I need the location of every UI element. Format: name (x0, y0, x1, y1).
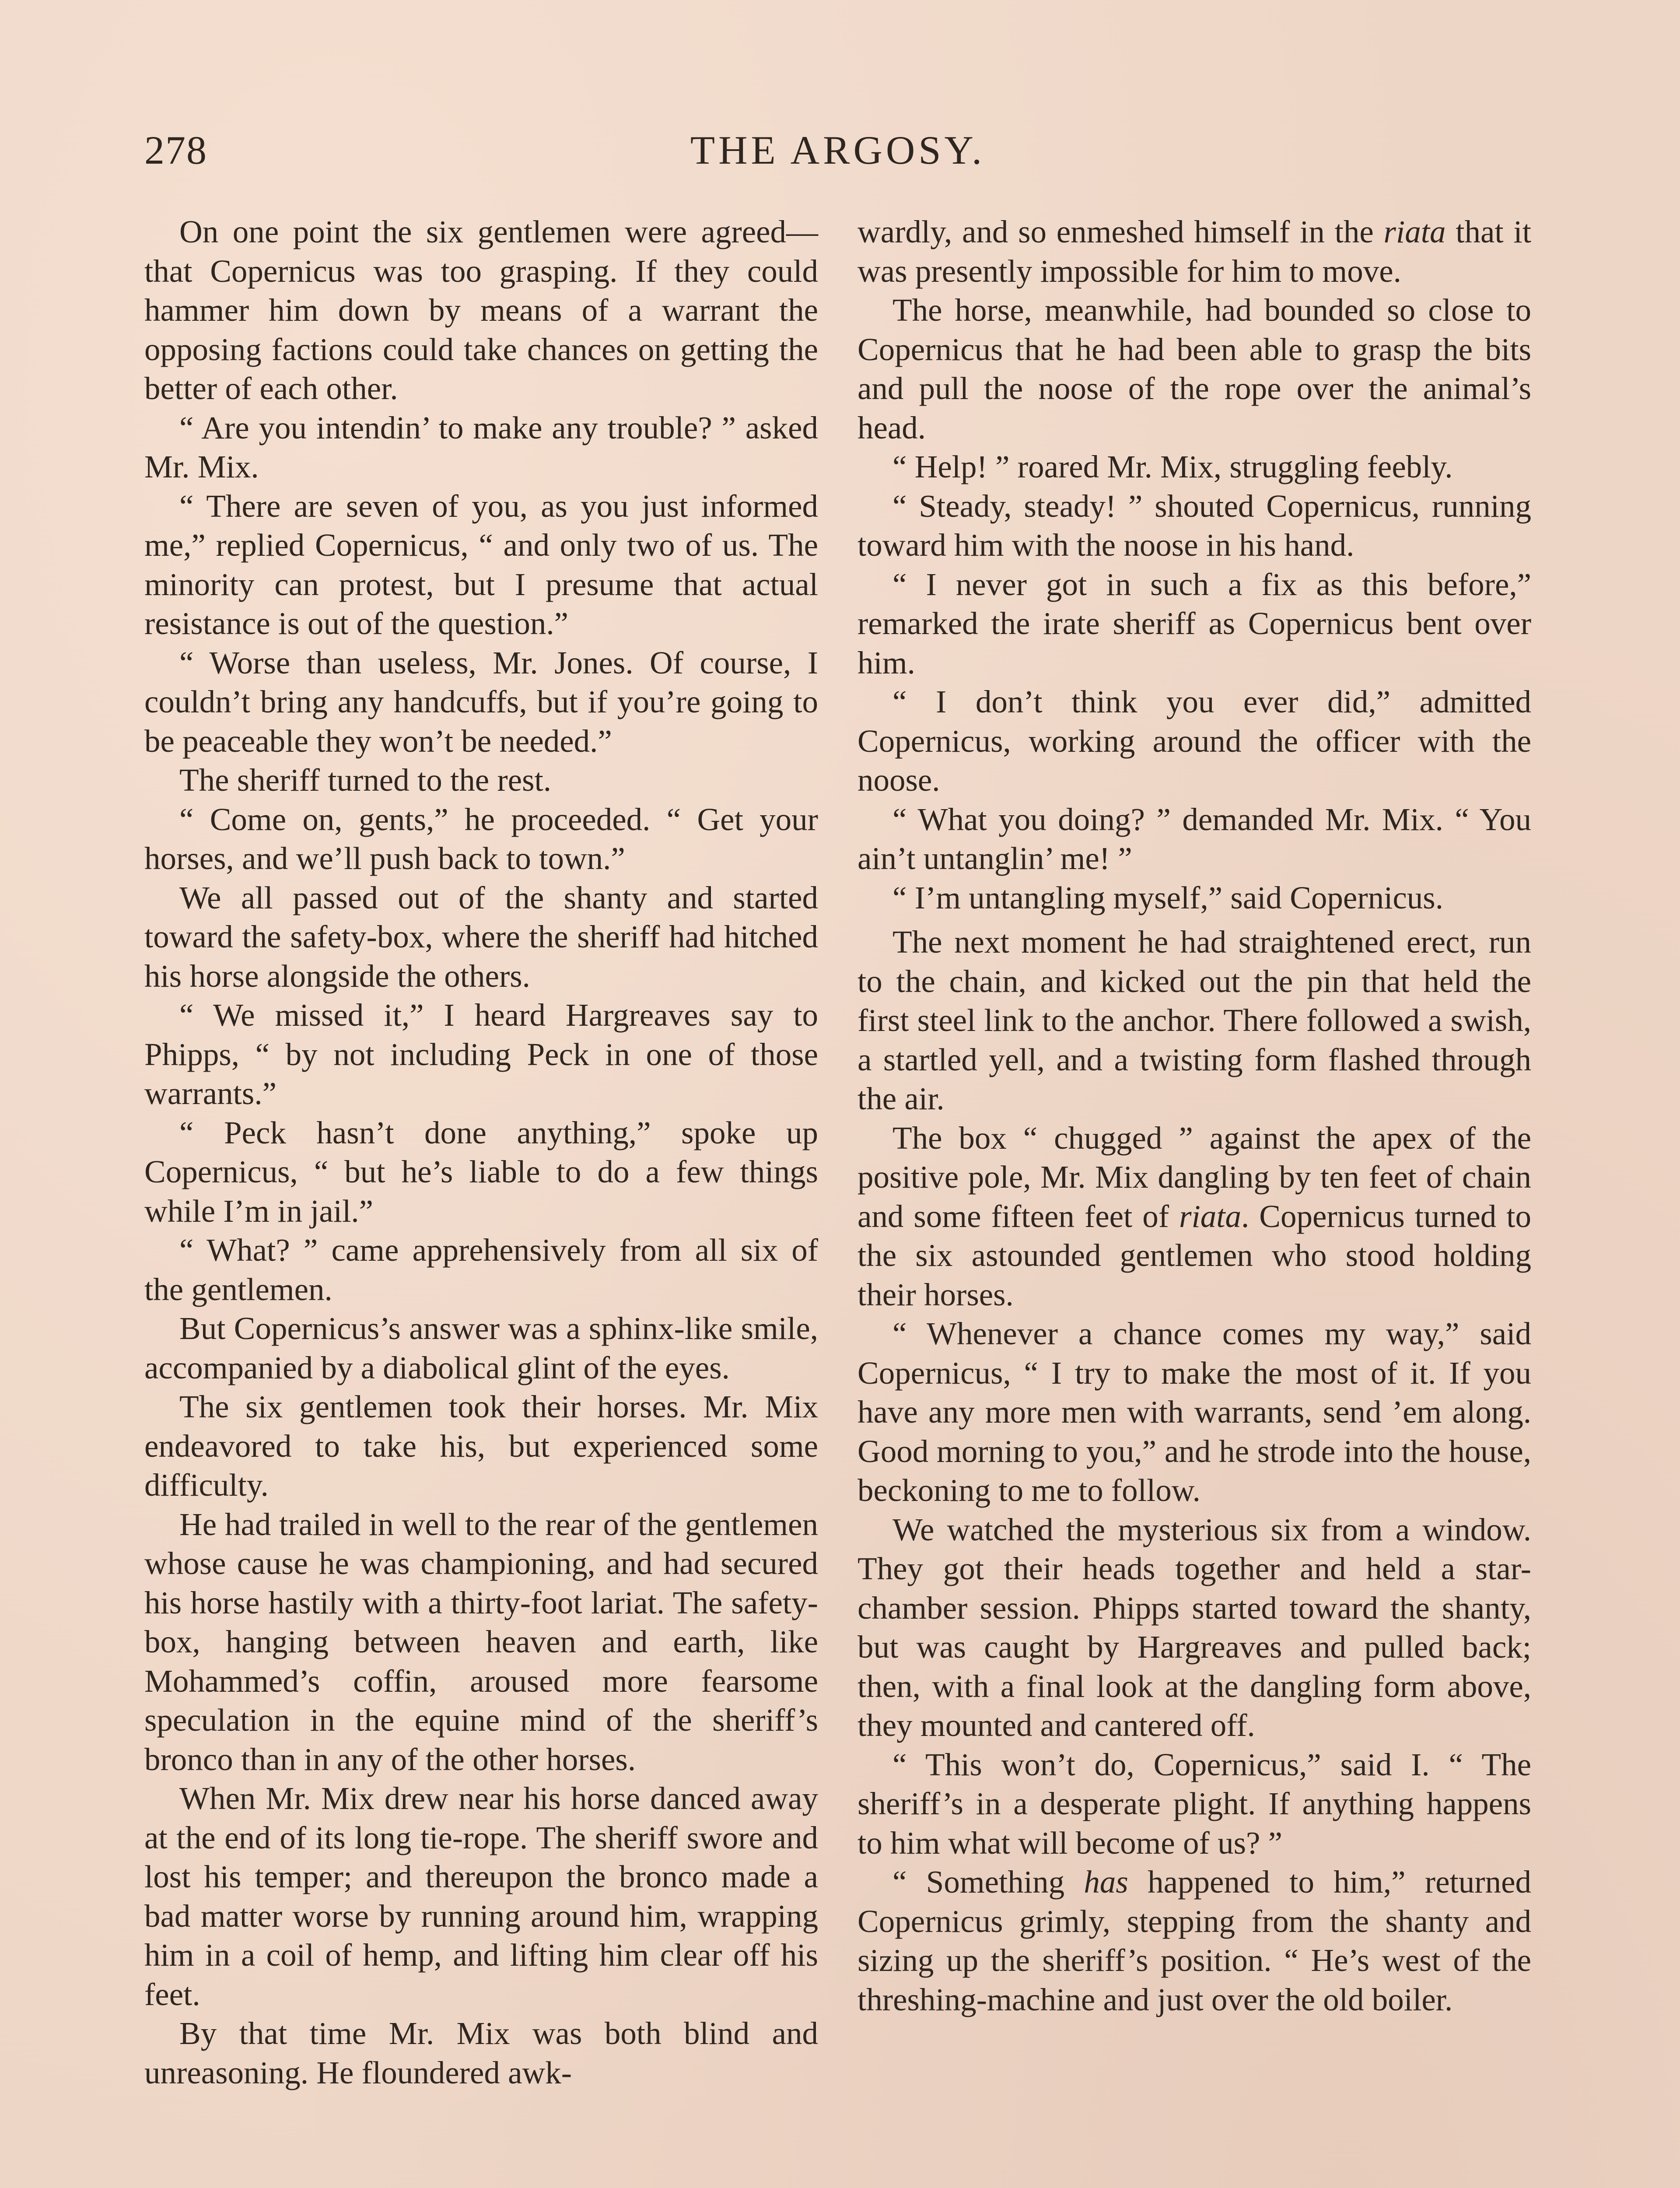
paragraph: But Copernicus’s answer was a sphinx-like smile, accompanied by a diabolical glint of the eyes. (144, 1311, 818, 1385)
paragraph: “ I’m untangling myself,” said Copernicus. (892, 880, 1443, 915)
paragraph: “ Help! ” roared Mr. Mix, struggling feebly. (892, 449, 1453, 484)
left-column (144, 212, 818, 2092)
paragraph: “ What? ” came apprehensively from all six of the gentlemen. (144, 1232, 818, 1307)
paragraph: By that time Mr. Mix was both blind and unreasoning. He floundered awk- (144, 2016, 818, 2090)
paragraph: “ Peck hasn’t done anything,” spoke up Copernicus, “ but he’s liable to do a few things while I’m in jail.” (144, 1115, 818, 1229)
running-head: THE ARGOSY. (690, 128, 986, 172)
paragraph (858, 1862, 1531, 2019)
paragraph: The horse, meanwhile, had bounded so close to Copernicus that he had been able to grasp the bits and pull the noose of the rope over the animal’s head. (858, 292, 1531, 445)
paragraph: On one point the six gentlemen were agreed—that Copernicus was too grasping. If they could hammer him down by means of a warrant the opposing factions could take chances on getting the better of each other. (144, 214, 818, 406)
paragraph: “ I never got in such a fix as this before,” remarked the irate sheriff as Copernicus bent over him. (858, 566, 1531, 680)
text-span: that it was presently impossible for him to move. (858, 214, 1532, 289)
paragraph: “ Are you intendin’ to make any trouble? ” asked Mr. Mix. (144, 410, 818, 484)
paragraph: “ Whenever a chance comes my way,” said Copernicus, “ I try to make the most of it. If you have any more men with warrants, send ’em along. Good morning to you,” and he strode into the house, beckoning to me to follow. (858, 1316, 1531, 1508)
paragraph: “ We missed it,” I heard Hargreaves say to Phipps, “ by not including Peck in one of those warrants.” (144, 997, 818, 1111)
italic-term: riata (1383, 214, 1446, 249)
italic-term: riata (1179, 1198, 1242, 1234)
paragraph: “ Steady, steady! ” shouted Copernicus, running toward him with the noose in his hand. (858, 488, 1531, 563)
page-header (144, 127, 1531, 175)
paragraph: We all passed out of the shanty and started toward the safety-box, where the sheriff had hitched his horse alongside the others. (144, 880, 818, 994)
continued-paragraph (858, 212, 1531, 291)
paragraph: “ This won’t do, Copernicus,” said I. “ The sheriff’s in a desperate plight. If anything happens to him what will become of us? ” (858, 1746, 1531, 1861)
italic-term: has (1084, 1864, 1128, 1900)
text-span: . Copernicus turned to the six astounded gentlemen who stood holding their horses. (858, 1198, 1531, 1312)
paragraph (858, 1119, 1531, 1315)
paragraph: “ I don’t think you ever did,” admitted Copernicus, working around the officer with the noose. (858, 684, 1531, 798)
paragraph: The sheriff turned to the rest. (179, 762, 552, 798)
text-span: The box “ chugged ” against the apex of the positive pole, Mr. Mix dangling by ten feet of chain and some fifteen feet of (858, 1120, 1531, 1234)
paragraph: He had trailed in well to the rear of the gentlemen whose cause he was championing, and had secured his horse hastily with a thirty-foot lariat. The safety-box, hanging between heaven and earth, like Mohammed’s coffin, aroused more fearsome speculation in the equine mind of the sheriff’s bronco than in any of the other horses. (144, 1506, 818, 1777)
paragraph: “ What you doing? ” demanded Mr. Mix. “ You ain’t untanglin’ me! ” (858, 801, 1531, 876)
text-span: wardly, and so enmeshed himself in the (858, 214, 1384, 249)
paragraph: “ Come on, gents,” he proceeded. “ Get your horses, and we’ll push back to town.” (144, 801, 818, 876)
page-number: 278 (144, 128, 207, 172)
right-column (858, 212, 1531, 2019)
paragraph: The six gentlemen took their horses. Mr. Mix endeavored to take his, but experienced some difficulty. (144, 1389, 818, 1503)
paragraph: “ There are seven of you, as you just informed me,” replied Copernicus, “ and only two of us. The minority can protest, but I presume that actual resistance is out of the question.” (144, 488, 818, 641)
paragraph: The next moment he had straightened erect, run to the chain, and kicked out the pin that held the first steel link to the anchor. There followed a swish, a startled yell, and a twisting form flashed through the air. (858, 924, 1531, 1116)
text-span: happened to him,” returned Copernicus grimly, stepping from the shanty and sizing up the sheriff’s position. “ He’s west of the threshing-machine and just over the old boiler. (858, 1864, 1531, 2017)
paragraph: We watched the mysterious six from a window. They got their heads together and held a star-chamber session. Phipps started toward the shanty, but was caught by Hargreaves and pulled back; then, with a final look at the dangling form above, they mounted and cantered off. (858, 1511, 1531, 1743)
paragraph: “ Worse than useless, Mr. Jones. Of course, I couldn’t bring any handcuffs, but if you’re going to be peaceable they won’t be needed.” (144, 645, 818, 759)
paragraph: When Mr. Mix drew near his horse danced away at the end of its long tie-rope. The sheriff swore and lost his temper; and thereupon the bronco made a bad matter worse by running around him, wrapping him in a coil of hemp, and lifting him clear off his feet. (144, 1781, 818, 2012)
text-span: “ Something (892, 1864, 1084, 1900)
